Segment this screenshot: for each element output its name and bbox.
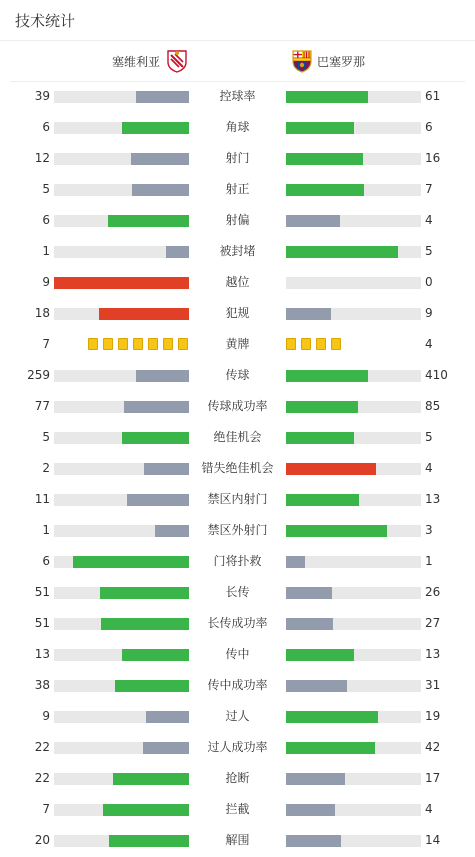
home-stat-bar [54,91,189,103]
yellow-card-icon [178,338,188,350]
away-stat-value: 0 [425,275,433,289]
away-stat-bar-fill [286,122,354,134]
away-stat-bar [286,773,421,785]
home-stat-bar [54,215,189,227]
away-team-name: 巴塞罗那 [317,54,366,69]
home-stat-bar-fill [155,525,189,537]
home-stat-bar [54,556,189,568]
home-stat-bar [54,246,189,258]
home-stat-bar-fill [166,246,189,258]
away-stat-bar-fill [286,525,387,537]
home-stat-bar-fill [73,556,189,568]
home-stat-bar [54,525,189,537]
home-stat-value: 51 [34,616,50,630]
home-stat-bar-fill [132,184,189,196]
home-stat-bar-fill [136,91,189,103]
stat-label: 抢断 [225,771,250,785]
away-stat-bar [286,587,421,599]
home-stat-bar [54,401,189,413]
home-stat-value: 9 [42,275,50,289]
away-stat-value: 85 [425,399,441,413]
away-stat-value: 61 [425,89,441,103]
away-stat-bar-fill [286,184,364,196]
stat-label: 犯规 [225,306,250,320]
stat-row [0,485,475,516]
home-stat-bar [54,618,189,630]
stat-row [0,268,475,299]
home-stat-bar [54,277,189,289]
stat-row [0,826,475,857]
home-stat-value: 11 [34,492,50,506]
home-stat-bar-fill [100,587,189,599]
home-stat-bar-fill [136,370,189,382]
yellow-card-icon [148,338,158,350]
away-stat-bar [286,153,421,165]
away-stat-value: 4 [425,337,433,351]
home-stat-value: 6 [42,120,50,134]
away-stat-bar-fill [286,91,368,103]
away-stat-bar-fill [286,587,332,599]
stat-label: 传中 [225,647,250,661]
home-stat-bar [54,184,189,196]
home-stat-bar [54,463,189,475]
away-stat-bar-fill [286,556,305,568]
home-stat-bar [54,835,189,847]
away-stat-value: 7 [425,182,433,196]
away-stat-bar-fill [286,804,335,816]
stat-row [0,392,475,423]
away-stat-bar [286,494,421,506]
stat-row [0,206,475,237]
away-stat-value: 4 [425,213,433,227]
home-stat-bar [54,804,189,816]
away-stat-bar-fill [286,432,354,444]
away-stat-bar [286,649,421,661]
stat-row [0,330,475,361]
away-stat-bar-fill [286,649,354,661]
stat-row [0,423,475,454]
away-stat-value: 16 [425,151,441,165]
home-stat-value: 7 [42,802,50,816]
home-stat-value: 1 [42,523,50,537]
away-stat-value: 9 [425,306,433,320]
stat-label: 越位 [225,275,250,289]
away-stat-bar-fill [286,835,341,847]
away-stat-bar-fill [286,246,398,258]
home-stat-value: 5 [42,182,50,196]
stat-row [0,299,475,330]
stat-row [0,764,475,795]
away-team[interactable] [291,49,365,73]
stat-label: 射门 [225,151,250,165]
home-stat-value: 77 [34,399,50,413]
home-stat-value: 2 [42,461,50,475]
away-stat-value: 13 [425,647,441,661]
stat-label: 门将扑救 [213,554,262,568]
home-yellow-cards [83,338,188,352]
away-stat-bar-fill [286,401,358,413]
stat-label: 解围 [225,833,250,847]
home-stat-value: 22 [34,771,50,785]
home-stat-bar [54,122,189,134]
home-stat-value: 12 [34,151,50,165]
away-stat-bar-fill [286,308,331,320]
home-stat-value: 51 [34,585,50,599]
teams-header [0,41,475,81]
stat-label: 长传成功率 [207,616,268,630]
stat-row [0,237,475,268]
home-stat-bar [54,742,189,754]
stat-label: 传球 [225,368,250,382]
home-stat-bar-fill [122,649,190,661]
stat-row [0,609,475,640]
home-stat-bar-fill [131,153,189,165]
home-stat-bar-fill [122,432,190,444]
away-stat-value: 42 [425,740,441,754]
stat-row [0,361,475,392]
home-stat-value: 20 [34,833,50,847]
home-stat-value: 6 [42,213,50,227]
away-stat-bar [286,184,421,196]
yellow-card-icon [118,338,128,350]
home-stat-value: 7 [42,337,50,351]
away-stat-bar [286,680,421,692]
home-stat-bar-fill [109,835,189,847]
stat-label: 射偏 [225,213,250,227]
home-stat-bar [54,370,189,382]
away-stat-bar [286,618,421,630]
away-stat-bar-fill [286,215,340,227]
away-stat-bar [286,804,421,816]
away-stat-bar [286,246,421,258]
stats-list [0,82,475,857]
stat-label: 过人 [225,709,250,723]
home-stat-value: 9 [42,709,50,723]
stat-row [0,578,475,609]
away-stat-value: 5 [425,244,433,258]
home-stat-bar-fill [115,680,189,692]
away-stat-bar [286,835,421,847]
home-stat-bar [54,711,189,723]
stat-label: 射正 [225,182,250,196]
home-stat-value: 5 [42,430,50,444]
home-stat-bar-fill [103,804,189,816]
page-title: 技术统计 [15,12,76,30]
home-stat-value: 22 [34,740,50,754]
yellow-card-icon [88,338,98,350]
away-stat-bar [286,122,421,134]
home-stat-bar [54,587,189,599]
away-stat-bar-fill [286,370,368,382]
stat-label: 禁区外射门 [207,523,268,537]
home-stat-bar-fill [146,711,189,723]
home-stat-bar-fill [122,122,190,134]
yellow-card-icon [103,338,113,350]
home-stat-bar-fill [144,463,189,475]
stat-label: 传中成功率 [207,678,268,692]
stat-row [0,82,475,113]
home-stat-value: 39 [34,89,50,103]
away-stat-value: 4 [425,802,433,816]
away-stat-value: 17 [425,771,441,785]
home-stat-value: 18 [34,306,50,320]
yellow-card-icon [286,338,296,350]
home-stat-bar-fill [54,277,189,289]
away-stat-value: 26 [425,585,441,599]
stat-label: 错失绝佳机会 [201,461,274,475]
sevilla-crest-icon [166,49,188,73]
stat-row [0,144,475,175]
away-stat-value: 6 [425,120,433,134]
away-stat-bar [286,432,421,444]
home-stat-bar [54,153,189,165]
stat-row [0,516,475,547]
stat-label: 过人成功率 [207,740,268,754]
away-stat-bar [286,308,421,320]
away-stat-bar [286,711,421,723]
away-stat-bar-fill [286,773,345,785]
away-stat-value: 3 [425,523,433,537]
stat-label: 角球 [225,120,250,134]
home-stat-bar-fill [99,308,189,320]
stat-row [0,702,475,733]
home-stat-bar [54,308,189,320]
barcelona-crest-icon [291,49,313,73]
away-stat-value: 31 [425,678,441,692]
stat-row [0,113,475,144]
away-stat-bar [286,742,421,754]
away-stat-bar [286,91,421,103]
home-stat-bar-fill [143,742,189,754]
away-stat-value: 14 [425,833,441,847]
home-stat-bar-fill [113,773,189,785]
home-team-name: 塞维利亚 [111,54,160,69]
away-stat-value: 4 [425,461,433,475]
home-stat-bar [54,432,189,444]
away-stat-bar-fill [286,153,363,165]
away-stat-bar [286,525,421,537]
away-stat-bar [286,370,421,382]
home-stat-value: 1 [42,244,50,258]
away-stat-bar [286,215,421,227]
stat-label: 控球率 [219,89,256,103]
stat-row [0,175,475,206]
away-yellow-cards [286,338,346,352]
home-stat-bar-fill [124,401,189,413]
home-stat-bar-fill [101,618,189,630]
home-stat-bar [54,773,189,785]
away-stat-bar-fill [286,742,375,754]
away-stat-bar [286,463,421,475]
yellow-card-icon [133,338,143,350]
yellow-card-icon [316,338,326,350]
home-stat-bar [54,494,189,506]
away-stat-value: 19 [425,709,441,723]
stat-row [0,671,475,702]
stat-label: 拦截 [225,802,250,816]
home-stat-bar [54,649,189,661]
stat-row [0,454,475,485]
away-stat-value: 5 [425,430,433,444]
away-stat-bar-fill [286,494,359,506]
away-stat-bar [286,277,421,289]
stat-label: 绝佳机会 [213,430,262,444]
home-stat-bar-fill [127,494,189,506]
away-stat-value: 1 [425,554,433,568]
yellow-card-icon [163,338,173,350]
home-stat-value: 38 [34,678,50,692]
away-stat-bar [286,401,421,413]
away-stat-value: 13 [425,492,441,506]
stat-label: 黄牌 [225,337,250,351]
stat-row [0,795,475,826]
stat-row [0,547,475,578]
home-team[interactable] [112,49,188,73]
away-stat-value: 27 [425,616,441,630]
home-stat-value: 13 [34,647,50,661]
home-stat-value: 259 [27,368,50,382]
stat-label: 传球成功率 [207,399,268,413]
stat-row [0,733,475,764]
yellow-card-icon [331,338,341,350]
away-stat-bar-fill [286,618,333,630]
home-stat-value: 6 [42,554,50,568]
yellow-card-icon [301,338,311,350]
stat-label: 禁区内射门 [207,492,268,506]
stat-row [0,640,475,671]
stat-label: 被封堵 [219,244,256,258]
away-stat-bar-fill [286,463,376,475]
away-stat-value: 410 [425,368,448,382]
home-stat-bar [54,680,189,692]
away-stat-bar-fill [286,711,378,723]
home-stat-bar-fill [108,215,189,227]
away-stat-bar-fill [286,680,347,692]
stat-label: 长传 [225,585,250,599]
away-stat-bar [286,556,421,568]
